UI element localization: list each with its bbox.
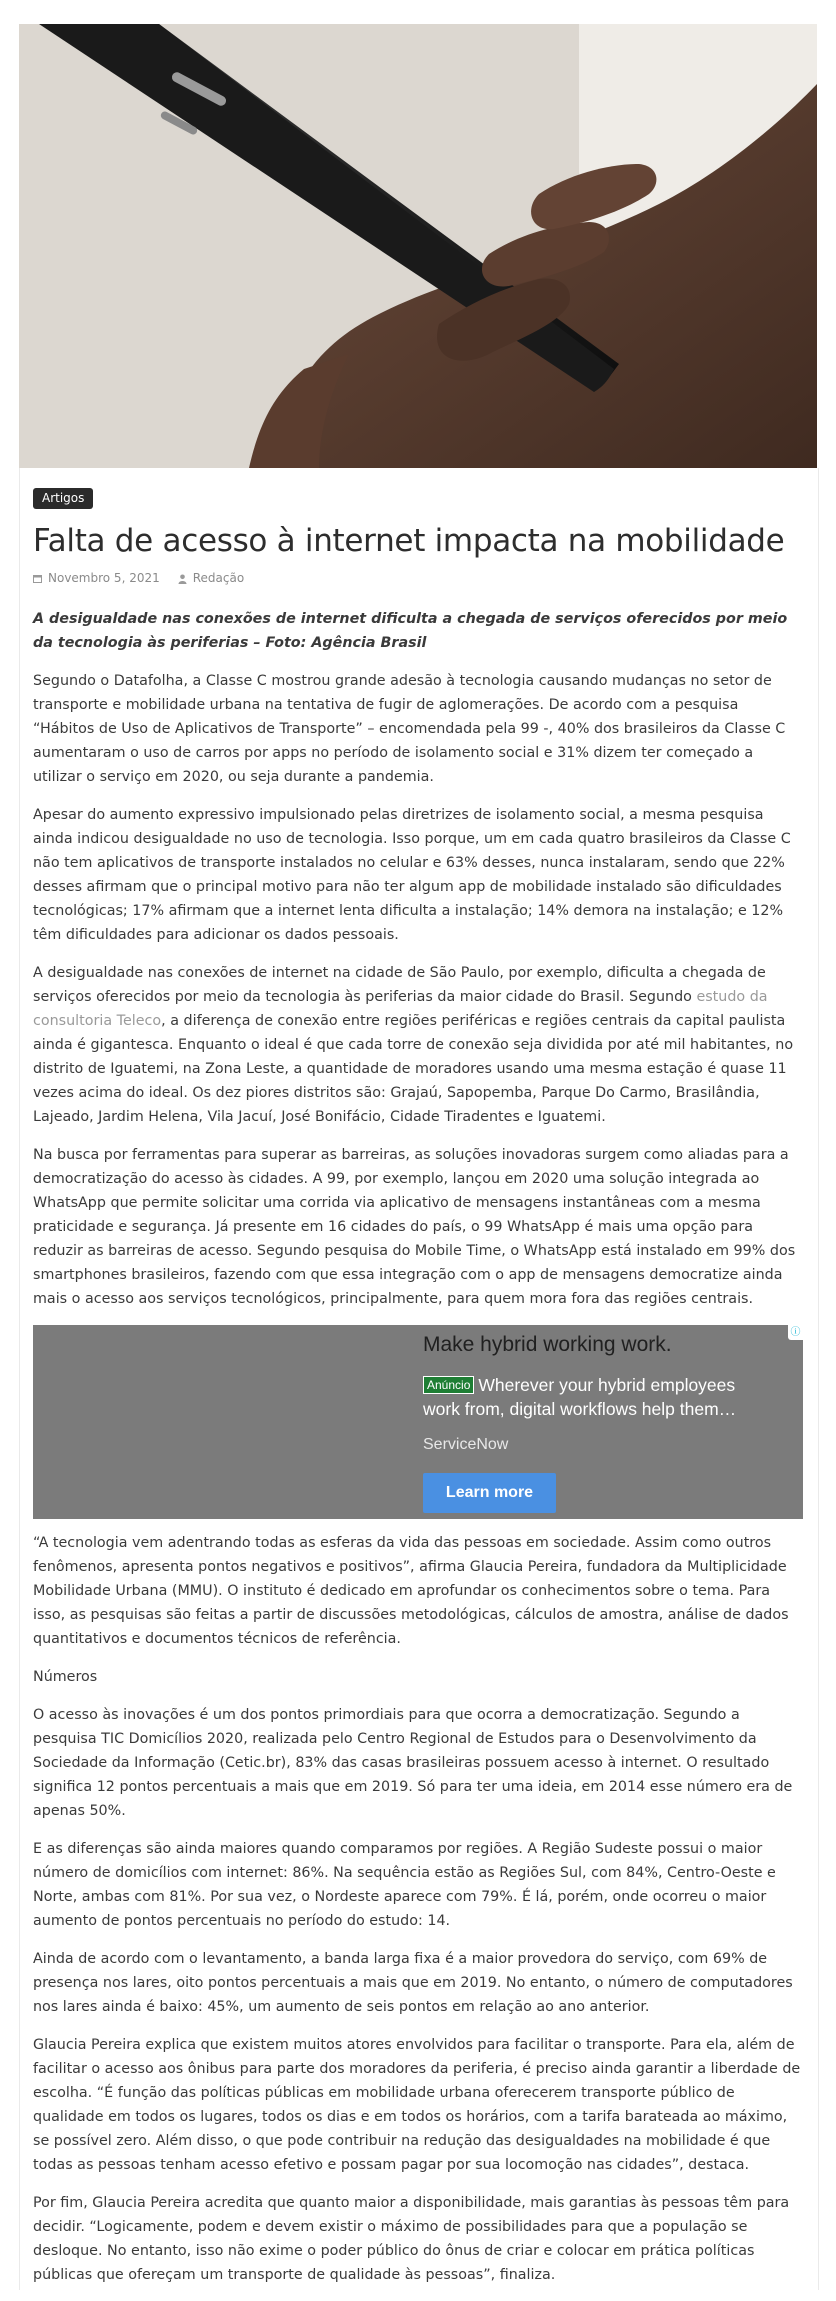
ad-description[interactable]	[423, 1373, 763, 1421]
section-heading-numeros: Números	[33, 1669, 98, 1685]
paragraph-8: E as diferenças são ainda maiores quando comparamos por regiões. A Região Sudeste possui o maior número de domicílios com internet: 86%. Na sequência estão as Regiões Sul, com 84%, Centro-Oeste e Norte, ambas com 81%. Por sua vez, o Nordeste aparece com 79%. É lá, porém, onde ocorreu o maior aumento de pontos percentuais no período do estudo: 14.	[33, 1841, 776, 1929]
paragraph-2: Apesar do aumento expressivo impulsionado pelas diretrizes de isolamento social, a mesma pesquisa ainda indicou desigualdade no uso de tecnologia. Isso porque, um em cada quatro brasileiros da Classe C não tem aplicativos de transporte instalados no celular e 63% desses, nunca instalaram, sendo que 22% desses afirmam que o principal motivo para não ter algum app de mobilidade instalado são dificuldades tecnológicas; 17% afirmam que a internet lenta dificulta a instalação; 14% demora na instalação; e 12% têm dificuldades para adicionar os dados pessoais.	[33, 807, 791, 943]
article-meta	[33, 571, 803, 585]
ad-badge: Anúncio	[423, 1376, 474, 1394]
ad-advertiser[interactable]: ServiceNow	[423, 1436, 509, 1453]
article-date: Novembro 5, 2021	[48, 571, 160, 585]
teleco-study-link[interactable]: estudo da consultoria Teleco	[33, 989, 768, 1029]
ad-title[interactable]: Make hybrid working work.	[423, 1333, 672, 1356]
advertisement[interactable]	[33, 1325, 803, 1519]
category-badge[interactable]: Artigos	[33, 488, 93, 509]
article	[33, 487, 803, 2301]
paragraph-5: “A tecnologia vem adentrando todas as esferas da vida das pessoas em sociedade. Assim como outros fenômenos, apresenta pontos negativos e positivos”, afirma Glaucia Pereira, fundadora da Multiplicidade Mobilidade Urbana (MMU). O instituto é dedicado em aprofundar os conhecimentos sobre o tema. Para isso, as pesquisas são feitas a partir de discussões metodológicas, cálculos de amostra, análise de dados quantitativos e documentos técnicos de referência.	[33, 1535, 789, 1647]
date-meta[interactable]	[33, 571, 160, 585]
paragraph-3-start: A desigualdade nas conexões de internet na cidade de São Paulo, por exemplo, dificulta a chegada de serviços oferecidos por meio da tecnologia às periferias da maior cidade do Brasil. Segundo	[33, 965, 766, 1005]
ad-learn-more-button[interactable]: Learn more	[423, 1473, 556, 1513]
ad-info-icon[interactable]: ⓘ	[788, 1325, 803, 1340]
hand-phone-photo	[19, 24, 817, 468]
article-author: Redação	[192, 571, 245, 585]
author-meta[interactable]	[178, 571, 244, 585]
paragraph-11: Por fim, Glaucia Pereira acredita que quanto maior a disponibilidade, mais garantias às pessoas têm para decidir. “Logicamente, podem e devem existir o máximo de possibilidades para que a população se desloque. No entanto, isso não exime o poder público do ônus de criar e colocar em prática políticas públicas que ofereçam um transporte de qualidade às pessoas”, finaliza.	[33, 2195, 790, 2283]
paragraph-7: O acesso às inovações é um dos pontos primordiais para que ocorra a democratização. Segundo a pesquisa TIC Domicílios 2020, realizada pelo Centro Regional de Estudos para o Desenvolvimento da Sociedade da Informação (Cetic.br), 83% das casas brasileiras possuem acesso à internet. O resultado significa 12 pontos percentuais a mais que em 2019. Só para ter uma ideia, em 2014 esse número era de apenas 50%.	[33, 1707, 793, 1819]
paragraph-4: Na busca por ferramentas para superar as barreiras, as soluções inovadoras surgem como aliadas para a democratização do acesso às cidades. A 99, por exemplo, lançou em 2020 uma solução integrada ao WhatsApp que permite solicitar uma corrida via aplicativo de mensagens instantâneas com a mesma praticidade e segurança. Já presente em 16 cidades do país, o 99 WhatsApp é mais uma opção para reduzir as barreiras de acesso. Segundo pesquisa do Mobile Time, o WhatsApp está instalado em 99% dos smartphones brasileiros, fazendo com que essa integração com o app de mensagens democratize ainda mais o acesso aos serviços tecnológicos, principalmente, para quem mora fora das regiões centrais.	[33, 1147, 796, 1307]
ad-description-text: Wherever your hybrid employees work from, digital workflows help them…	[423, 1375, 737, 1419]
paragraph-3	[33, 961, 803, 1129]
paragraph-1: Segundo o Datafolha, a Classe C mostrou grande adesão à tecnologia causando mudanças no setor de transporte e mobilidade urbana na tentativa de fugir de aglomerações. De acordo com a pesquisa “Hábitos de Uso de Aplicativos de Transporte” – encomendada pela 99 -, 40% dos brasileiros da Classe C aumentaram o uso de carros por apps no período de isolamento social e 31% dizem ter começado a utilizar o serviço em 2020, ou seja durante a pandemia.	[33, 673, 786, 785]
lead-paragraph: A desigualdade nas conexões de internet dificulta a chegada de serviços oferecidos por meio da tecnologia às periferias – Foto: Agência Brasil	[33, 611, 788, 651]
article-title: Falta de acesso à internet impacta na mobilidade	[33, 523, 785, 559]
paragraph-9: Ainda de acordo com o levantamento, a banda larga fixa é a maior provedora do serviço, com 69% de presença nos lares, oito pontos percentuais a mais que em 2019. No entanto, o número de computadores nos lares ainda é baixo: 45%, um aumento de seis pontos em relação ao ano anterior.	[33, 1951, 793, 2015]
calendar-icon	[33, 574, 42, 583]
hero-image	[19, 24, 817, 468]
paragraph-10: Glaucia Pereira explica que existem muitos atores envolvidos para facilitar o transporte. Para ela, além de facilitar o acesso aos ônibus para parte dos moradores da periferia, é preciso ainda garantir a liberdade de escolha. “É função das políticas públicas em mobilidade urbana oferecerem transporte público de qualidade em todos os lugares, todos os dias e em todos os horários, com a tarifa barateada ao máximo, se possível zero. Além disso, o que pode contribuir na redução das desigualdades na mobilidade é que todas as pessoas tenham acesso efetivo e possam pagar por sua locomoção nas cidades”, destaca.	[33, 2037, 801, 2173]
article-body	[33, 607, 803, 2287]
user-icon	[178, 574, 187, 583]
paragraph-3-end: , a diferença de conexão entre regiões periféricas e regiões centrais da capital paulista ainda é gigantesca. Enquanto o ideal é que cada torre de conexão seja dividida por até mil habitantes, no distrito de Iguatemi, na Zona Leste, a quantidade de moradores usando uma mesma estação é quase 11 vezes acima do ideal. Os dez piores distritos são: Grajaú, Sapopemba, Parque Do Carmo, Brasilândia, Lajeado, Jardim Helena, Vila Jacuí, José Bonifácio, Cidade Tiradentes e Iguatemi.	[33, 1013, 794, 1125]
